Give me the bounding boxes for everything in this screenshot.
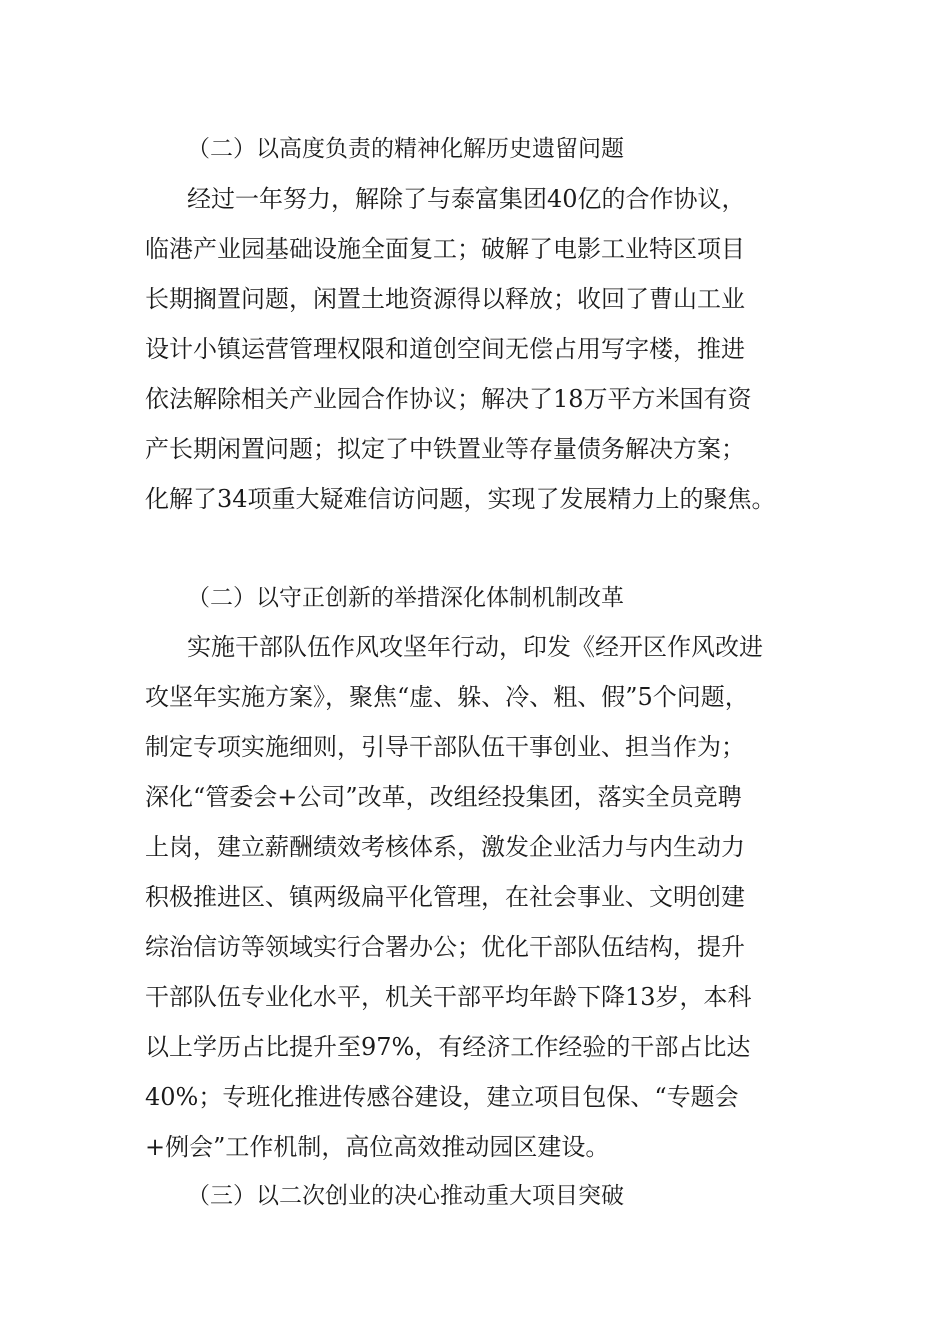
paragraph-line: 长期搁置问题，闲置土地资源得以释放；收回了曹山工业 xyxy=(145,285,745,313)
paragraph-line: 产长期闲置问题；拟定了中铁置业等存量债务解决方案； xyxy=(145,435,745,463)
paragraph-line: 依法解除相关产业园合作协议；解决了18万平方米国有资 xyxy=(145,385,752,413)
paragraph-line: 攻坚年实施方案》，聚焦“虚、躲、冷、粗、假”5个问题， xyxy=(145,683,749,711)
paragraph-line: 上岗，建立薪酬绩效考核体系，激发企业活力与内生动力 xyxy=(145,833,745,861)
paragraph-line: 深化“管委会+公司”改革，改组经投集团，落实全员竞聘 xyxy=(145,783,742,811)
paragraph-line: 临港产业园基础设施全面复工；破解了电影工业特区项目 xyxy=(145,235,745,263)
section-heading: （二）以高度负责的精神化解历史遗留问题 xyxy=(187,136,624,162)
paragraph-line: 制定专项实施细则，引导干部队伍干事创业、担当作为； xyxy=(145,733,745,761)
paragraph-line: 以上学历占比提升至97%，有经济工作经验的干部占比达 xyxy=(145,1033,751,1061)
section-heading: （二）以守正创新的举措深化体制机制改革 xyxy=(187,585,624,611)
paragraph-line: 干部队伍专业化水平，机关干部平均年龄下降13岁，本科 xyxy=(145,983,752,1011)
section-heading: （三）以二次创业的决心推动重大项目突破 xyxy=(187,1183,624,1209)
paragraph-line: 经过一年努力，解除了与泰富集团40亿的合作协议， xyxy=(187,185,746,213)
paragraph-line: 化解了34项重大疑难信访问题，实现了发展精力上的聚焦。 xyxy=(145,485,776,513)
paragraph-line: 综治信访等领域实行合署办公；优化干部队伍结构，提升 xyxy=(145,933,745,961)
paragraph-line: 积极推进区、镇两级扁平化管理，在社会事业、文明创建 xyxy=(145,883,745,911)
paragraph-line: 40%；专班化推进传感谷建设，建立项目包保、“专题会 xyxy=(145,1083,739,1111)
paragraph-line: +例会”工作机制，高位高效推动园区建设。 xyxy=(145,1133,610,1161)
paragraph-line: 实施干部队伍作风攻坚年行动，印发《经开区作风改进 xyxy=(187,633,763,661)
paragraph-line: 设计小镇运营管理权限和道创空间无偿占用写字楼，推进 xyxy=(145,335,745,363)
